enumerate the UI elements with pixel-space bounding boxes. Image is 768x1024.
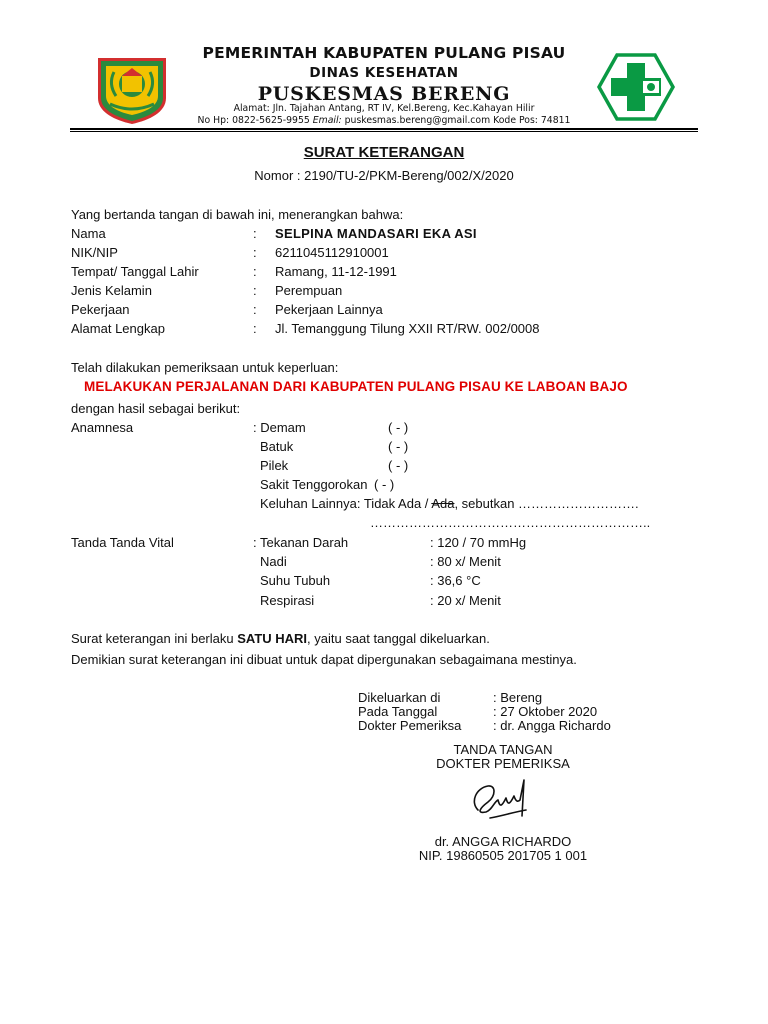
anamnesa-value: ( - ) (388, 439, 409, 454)
identity-sep: : (253, 321, 257, 336)
issuance-value: : Bereng (493, 690, 543, 705)
identity-label: NIK/NIP (71, 245, 118, 260)
anamnesa-value: ( - ) (388, 420, 409, 435)
anamnesa-other-suffix: , sebutkan ………………………. (454, 496, 639, 511)
identity-name-value: SELPINA MANDASARI EKA ASI (275, 226, 477, 241)
identity-label: Pekerjaan (71, 302, 130, 317)
result-intro: dengan hasil sebagai berikut: (71, 401, 241, 416)
anamnesa-name: Batuk (260, 439, 294, 454)
letter-title: SURAT KETERANGAN (303, 144, 465, 161)
identity-label: Tempat/ Tanggal Lahir (71, 264, 199, 279)
identity-label: Jenis Kelamin (71, 283, 152, 298)
issuance-value: : 27 Oktober 2020 (493, 704, 598, 719)
vital-name: Nadi (260, 554, 287, 569)
vital-value: : 120 / 70 mmHg (430, 535, 527, 550)
identity-label: Alamat Lengkap (71, 321, 165, 336)
identity-value: Ramang, 11-12-1991 (275, 264, 397, 279)
closing-text: Demikian surat keterangan ini dibuat untuk dapat dipergunakan sebagaimana mestinya. (71, 652, 577, 667)
header-divider (70, 128, 698, 130)
vital-value: : 80 x/ Menit (430, 554, 501, 569)
vital-name: Respirasi (260, 593, 315, 608)
identity-sep: : (253, 245, 257, 260)
sign-caption-2: DOKTER PEMERIKSA (436, 756, 570, 771)
header-clinic-name: PUSKESMAS BERENG (257, 83, 511, 105)
header-address: Alamat: Jln. Tajahan Antang, RT IV, Kel.Bereng, Kec.Kahayan Hilir (233, 103, 535, 114)
anamnesa-other-prefix: Keluhan Lainnya: Tidak Ada / (260, 496, 432, 511)
issuance-label: Dikeluarkan di (358, 690, 441, 705)
identity-value: 6211045112910001 (275, 245, 389, 260)
anamnesa-name: Pilek (260, 458, 289, 473)
anamnesa-label: Anamnesa (71, 420, 134, 435)
header-line-2: DINAS KESEHATAN (309, 65, 459, 81)
identity-value: Pekerjaan Lainnya (275, 302, 383, 317)
header-contact-suffix: puskesmas.bereng@gmail.com Kode Pos: 74811 (341, 115, 571, 126)
vital-name: Suhu Tubuh (260, 573, 331, 588)
validity-text (71, 631, 490, 646)
identity-sep: : (253, 302, 257, 317)
identity-value: Perempuan (275, 283, 343, 298)
anamnesa-other-struck: Ada (431, 496, 455, 511)
identity-sep: : (253, 283, 257, 298)
letter-number: Nomor : 2190/TU-2/PKM-Bereng/002/X/2020 (254, 168, 514, 183)
validity-prefix: Surat keterangan ini berlaku (71, 631, 238, 646)
vitals-label: Tanda Tanda Vital (71, 535, 174, 550)
purpose-intro: Telah dilakukan pemeriksaan untuk keperluan: (71, 360, 339, 375)
issuance-label: Pada Tanggal (358, 704, 438, 719)
anamnesa-other (260, 496, 639, 511)
doctor-name: dr. ANGGA RICHARDO (434, 834, 572, 849)
anamnesa-name: : Demam (253, 420, 306, 435)
validity-bold: SATU HARI (237, 631, 308, 646)
issuance-value: : dr. Angga Richardo (493, 718, 611, 733)
vital-name: : Tekanan Darah (253, 535, 349, 550)
validity-suffix: , yaitu saat tanggal dikeluarkan. (307, 631, 490, 646)
header-contact (0, 115, 768, 126)
header-email-label: Email: (312, 115, 342, 126)
identity-label: Nama (71, 226, 106, 241)
purpose-text: MELAKUKAN PERJALANAN DARI KABUPATEN PULANG PISAU KE LABOAN BAJO (84, 379, 628, 394)
doctor-signature (462, 772, 542, 824)
header-contact-prefix: No Hp: 0822-5625-9955 (197, 115, 313, 126)
intro-text: Yang bertanda tangan di bawah ini, menerangkan bahwa: (71, 207, 404, 222)
vital-value: : 36,6 °C (430, 573, 481, 588)
doctor-nip: NIP. 19860505 201705 1 001 (418, 848, 588, 863)
anamnesa-value: ( - ) (388, 458, 409, 473)
vital-value: : 20 x/ Menit (430, 593, 501, 608)
anamnesa-value: ( - ) (374, 477, 395, 492)
anamnesa-other-line: ……………………………………………………….. (370, 515, 651, 530)
sign-caption-1: TANDA TANGAN (453, 742, 553, 757)
identity-sep: : (253, 226, 257, 241)
issuance-label: Dokter Pemeriksa (358, 718, 462, 733)
identity-sep: : (253, 264, 257, 279)
anamnesa-name: Sakit Tenggorokan (260, 477, 368, 492)
identity-value: Jl. Temanggung Tilung XXII RT/RW. 002/0008 (275, 321, 540, 336)
header-line-1: PEMERINTAH KABUPATEN PULANG PISAU (202, 44, 566, 62)
header-divider-thin (70, 131, 698, 132)
